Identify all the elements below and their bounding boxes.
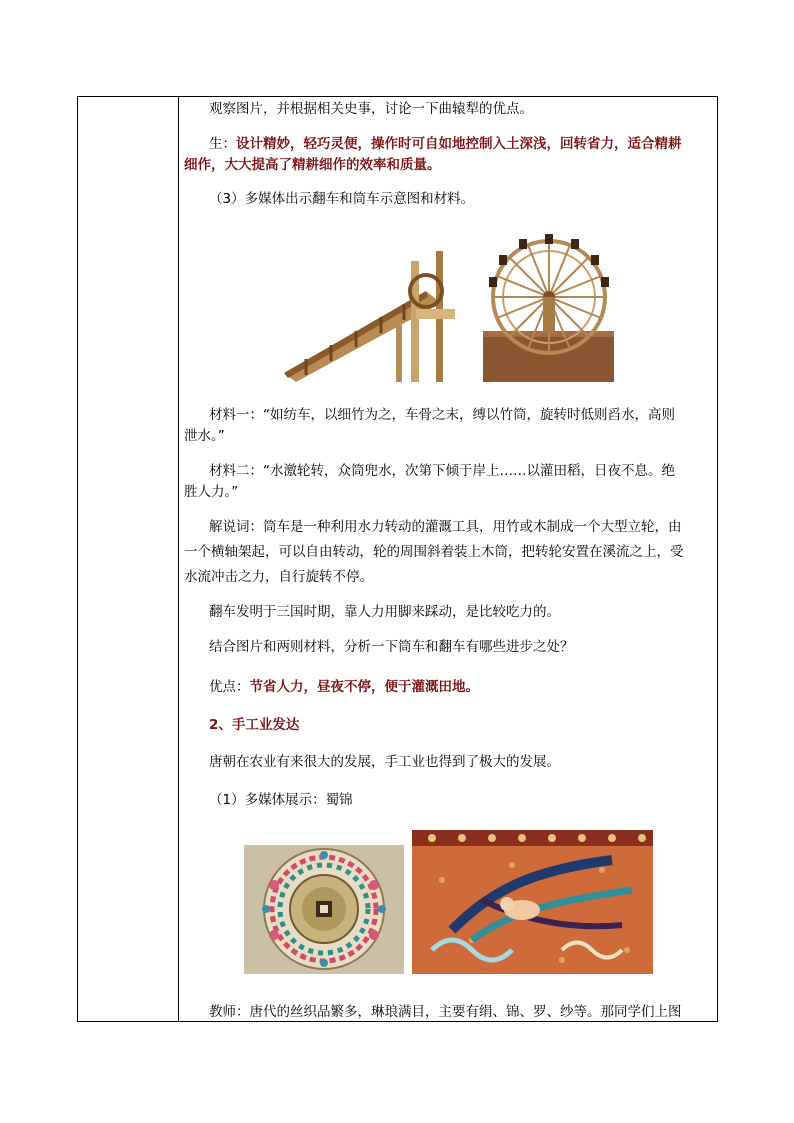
brocade-medallion-illustration [244,845,404,974]
paragraph-handicraft: 唐朝在农业有来很大的发展，手工业也得到了极大的发展。 [209,754,560,770]
teacher-line: 教师：唐代的丝织品繁多，琳琅满目，主要有绢、锦、罗、纱等。那同学们上图 [209,1004,682,1020]
paragraph-multimedia-3: （3）多媒体出示翻车和筒车示意图和材料。 [209,191,475,207]
section-heading-handicraft: 2、手工业发达 [209,717,300,733]
paragraph-observe: 观察图片，并根据相关史事，讨论一下曲辕犁的优点。 [209,101,533,117]
shu-brocade-medallion-image [244,845,404,974]
student-answer-line2: 细作，大大提高了精耕细作的效率和质量。 [184,157,441,173]
water-wheel-illustration [483,231,614,382]
advantages-line [209,674,479,700]
advantages-text: 节省人力，昼夜不停，便于灌溉田地。 [249,679,479,695]
paragraph-chain-pump: 翻车发明于三国时期，靠人力用脚来踩动，是比较吃力的。 [209,604,560,620]
advantages-label: 优点： [209,679,250,695]
student-answer-text: 设计精妙，轻巧灵便，操作时可自如地控制入土深浅，回转省力，适合精耕 [236,136,682,152]
material-one-line1: 材料一：“如纺车，以细竹为之，车骨之末，缚以竹筒，旋转时低则舀水，高则 [209,407,675,423]
student-label: 生： [209,136,236,152]
chain-pump-illustration [276,251,455,382]
chain-pump-image [276,251,455,382]
narration-line3: 水流冲击之力，自行旋转不停。 [184,569,373,585]
apsara-mural-image [412,830,653,974]
material-two-line2: 胜人力。” [184,484,239,500]
paragraph-multimedia-1: （1）多媒体展示：蜀锦 [209,792,353,808]
apsara-mural-illustration [412,830,653,974]
paragraph-question: 结合图片和两则材料，分析一下筒车和翻车有哪些进步之处？ [209,639,574,655]
material-two-line1: 材料二：“水激轮转，众筒兜水，次第下倾于岸上……以灌田稻，日夜不息。绝 [209,463,675,479]
narration-line2: 一个横轴架起，可以自由转动，轮的周围斜着装上木筒，把转轮安置在溪流之上，受 [184,544,684,560]
water-wheel-image [483,231,614,382]
narration-line1: 解说词：筒车是一种利用水力转动的灌溉工具，用竹或木制成一个大型立轮，由 [209,519,682,535]
material-one-line2: 泄水。” [184,428,225,444]
